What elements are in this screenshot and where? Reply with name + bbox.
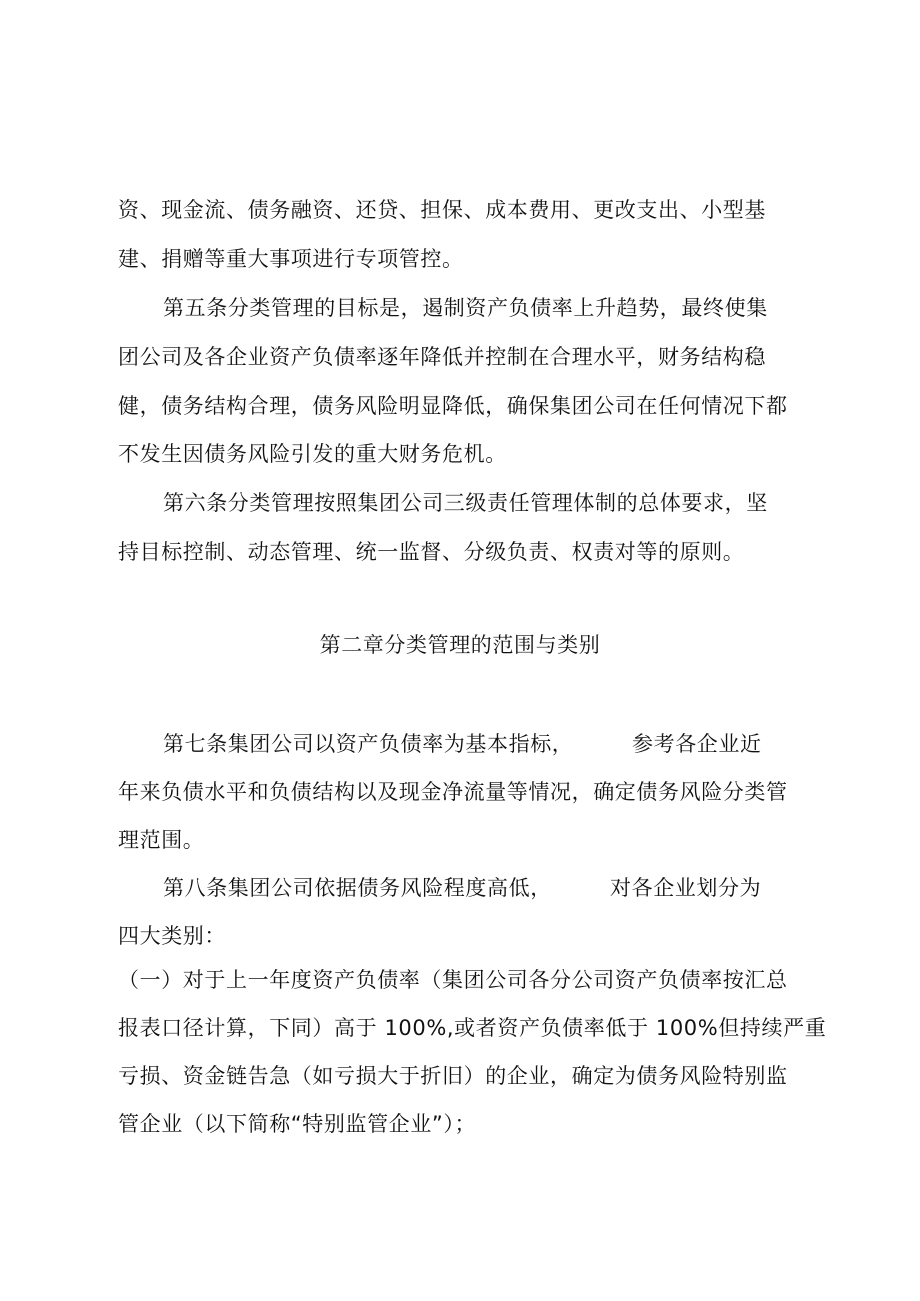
article-7-line-1a: 第七条集团公司以资产负债率为基本指标， [163, 732, 574, 756]
article-5-line-3: 健，债务结构合理，债务风险明显降低，确保集团公司在任何情况下都 [118, 394, 788, 418]
item-1-line-3: 亏损、资金链告急（如亏损大于折旧）的企业，确定为债务风险特别监 [118, 1064, 788, 1088]
article-8-line-1a: 第八条集团公司依据债务风险程度高低， [163, 876, 552, 900]
article-7-line-2: 年来负债水平和负债结构以及现金净流量等情况，确定债务风险分类管 [118, 780, 788, 804]
chapter-2-heading: 第二章分类管理的范围与类别 [319, 633, 601, 657]
article-5-line-2: 团公司及各企业资产负债率逐年降低并控制在合理水平，财务结构稳 [118, 345, 766, 369]
article-5-line-4: 不发生因债务风险引发的重大财务危机。 [118, 442, 507, 466]
article-7-line-3: 理范围。 [118, 828, 205, 852]
article-6-line-1: 第六条分类管理按照集团公司三级责任管理体制的总体要求，坚 [163, 491, 768, 515]
article-5-line-1: 第五条分类管理的目标是，遏制资产负债率上升趋势，最终使集 [163, 296, 768, 320]
article-7-line-1b: 参考各企业近 [632, 732, 762, 756]
item-1-line-2: 报表口径计算，下同）高于 100%,或者资产负债率低于 100%但持续严重 [118, 1016, 827, 1040]
article-8-line-1b: 对各企业划分为 [610, 876, 762, 900]
article-6-line-2: 持目标控制、动态管理、统一监督、分级负责、权责对等的原则。 [118, 540, 745, 564]
para-a-line-1: 资、现金流、债务融资、还贷、担保、成本费用、更改支出、小型基 [118, 198, 766, 222]
article-8-line-2: 四大类别： [118, 924, 226, 948]
item-1-line-4: 管企业（以下简称“特别监管企业”）； [118, 1112, 477, 1136]
para-a-line-2: 建、捐赠等重大事项进行专项管控。 [118, 247, 464, 271]
item-1-line-1: （一）对于上一年度资产负债率（集团公司各分公司资产负债率按汇总 [118, 968, 788, 992]
